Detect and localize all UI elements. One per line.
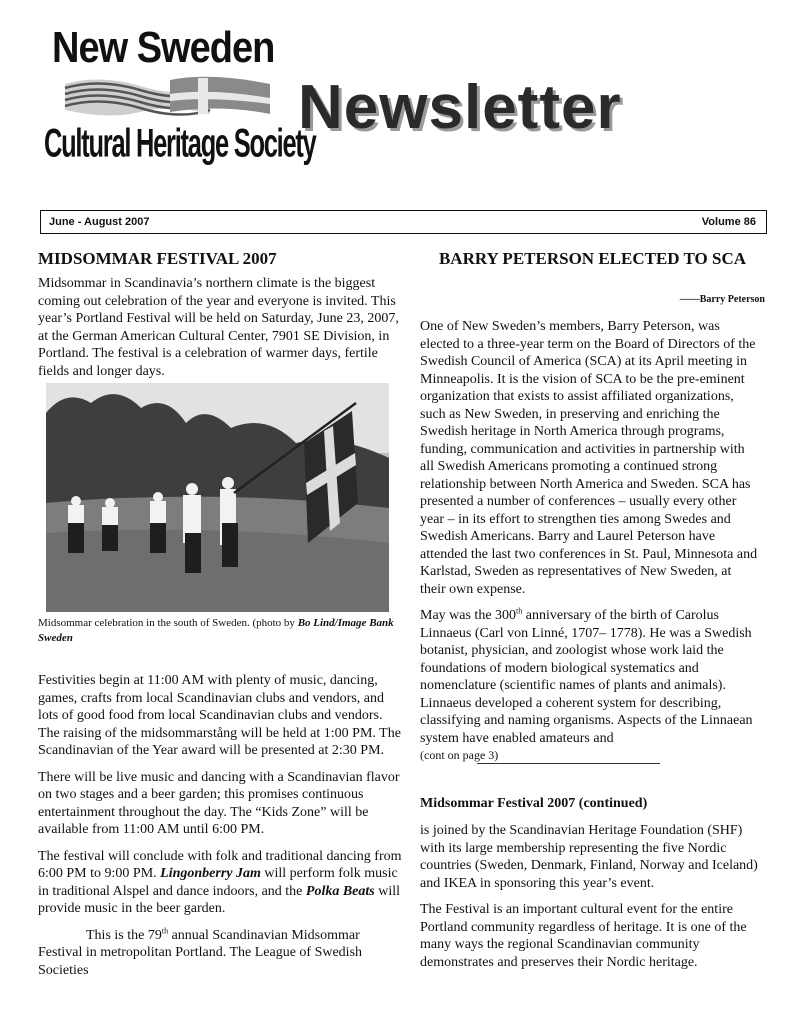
article-paragraph: There will be live music and dancing with a Scandinavian flavor on two stages and a beer garden; this promises continuous entertainment throughout the day. The “Kids Zone” will be available from 11:00 AM until 6:00 PM. — [38, 769, 400, 837]
logo-society-name-line1: New Sweden — [52, 24, 275, 73]
continued-note: (cont on page 3) — [420, 748, 499, 762]
article-paragraph: Midsommar in Scandinavia’s northern climate is the biggest coming out celebration of the year and everyone is invited. This year’s Portland Festival will be held on Saturday, June 23, 2007, at the German American Cultural Center, 7901 SE Division, in Portland. The festival is a celebration of warmer days, fertile fields and longer days. — [38, 276, 399, 379]
photo-caption: Midsommar celebration in the south of Sweden. (photo by Bo Lind/Image Bank Sweden — [38, 617, 394, 644]
article-title-midsommar: MIDSOMMAR FESTIVAL 2007 — [38, 249, 277, 268]
issue-date: June - August 2007 — [49, 216, 150, 228]
article-intro — [38, 275, 403, 389]
article-body — [420, 822, 760, 980]
article-paragraph: This is the 79th annual Scandinavian Midsommar Festival in metropolitan Portland. The League of Swedish Societies — [38, 925, 363, 978]
band-name: Polka Beats — [305, 883, 375, 899]
article-title-barry-peterson: BARRY PETERSON ELECTED TO SCA — [438, 249, 747, 268]
midsommar-photo — [46, 383, 389, 612]
article-paragraph: The Festival is an important cultural event for the entire Portland community regardless of heritage. It is one of the many ways the regional Scandinavian community demonstrates and preserves their Nordic heritage. — [420, 902, 747, 970]
logo-society-name-line2: Cultural Heritage Society — [44, 120, 316, 166]
article-byline: ——Barry Peterson — [679, 294, 765, 305]
section-divider — [477, 763, 660, 764]
issue-info-bar — [40, 210, 767, 234]
article-body — [38, 672, 403, 988]
swedish-flag-icon — [170, 77, 270, 114]
issue-volume: Volume 86 — [701, 216, 756, 228]
article-title-continued: Midsommar Festival 2007 (continued) — [420, 796, 648, 811]
photo-credit: Bo Lind/Image Bank Sweden — [38, 617, 394, 644]
article-paragraph: One of New Sweden’s members, Barry Peterson, was elected to a three-year term on the Board of Directors of the Swedish Council of America (SCA) at its April meeting in Minneapolis. It is the vision of SCA to be the pre-eminent organization that exists to assist affiliated organizations, such as New Sweden, in preserving and enriching the Swedish heritage in North America through programs, funding, communication and activities in partnership with all Swedish Americans promoting a continued strong relationship between North America and Sweden. SCA has presented a number of conferences – usually every other year – in its effort to strengthen ties among Swedes and Swedish Americans. Barry and Laurel Peterson have attended the last two conferences in St. Paul, Minnesota and Karlstad, Sweden as representatives of New Sweden, at their own expense. — [420, 319, 758, 597]
article-paragraph: The festival will conclude with folk and traditional dancing from 6:00 PM to 9:00 PM. Lingonberry Jam will perform folk music in traditional Alspel and dance indoors, and the Polka Beats will provide music in the beer garden. — [38, 848, 402, 916]
newsletter-masthead: Newsletter — [298, 73, 622, 142]
article-paragraph: is joined by the Scandinavian Heritage Foundation (SHF) with its large membership representing the five Nordic countries (Sweden, Denmark, Finland, Norway and Iceland) and IKEA in sponsoring this year’s event. — [420, 823, 758, 891]
article-paragraph: May was the 300th anniversary of the birth of Carolus Linnaeus (Carl von Linné, 1707– 1778). He was a Swedish botanist, physician, and zoologist whose work laid the foundations of modern biological systematics and nomenclature (scientific names of plants and animals). Linnaeus developed a coherent system for describing, classifying and naming organisms. Aspects of the Linnaean system have enabled amateurs and (cont on page 3) — [420, 606, 753, 762]
article-body — [420, 318, 760, 774]
band-name: Lingonberry Jam — [160, 866, 261, 881]
article-paragraph: Festivities begin at 11:00 AM with plenty of music, dancing, games, crafts from local Scandinavian clubs and vendors, and lots of good food from local Scandinavian clubs and vendors. The raising of the midsommarstång will be held at 1:00 PM. The Scandinavian of the Year award will be presented at 2:30 PM. — [38, 673, 401, 758]
